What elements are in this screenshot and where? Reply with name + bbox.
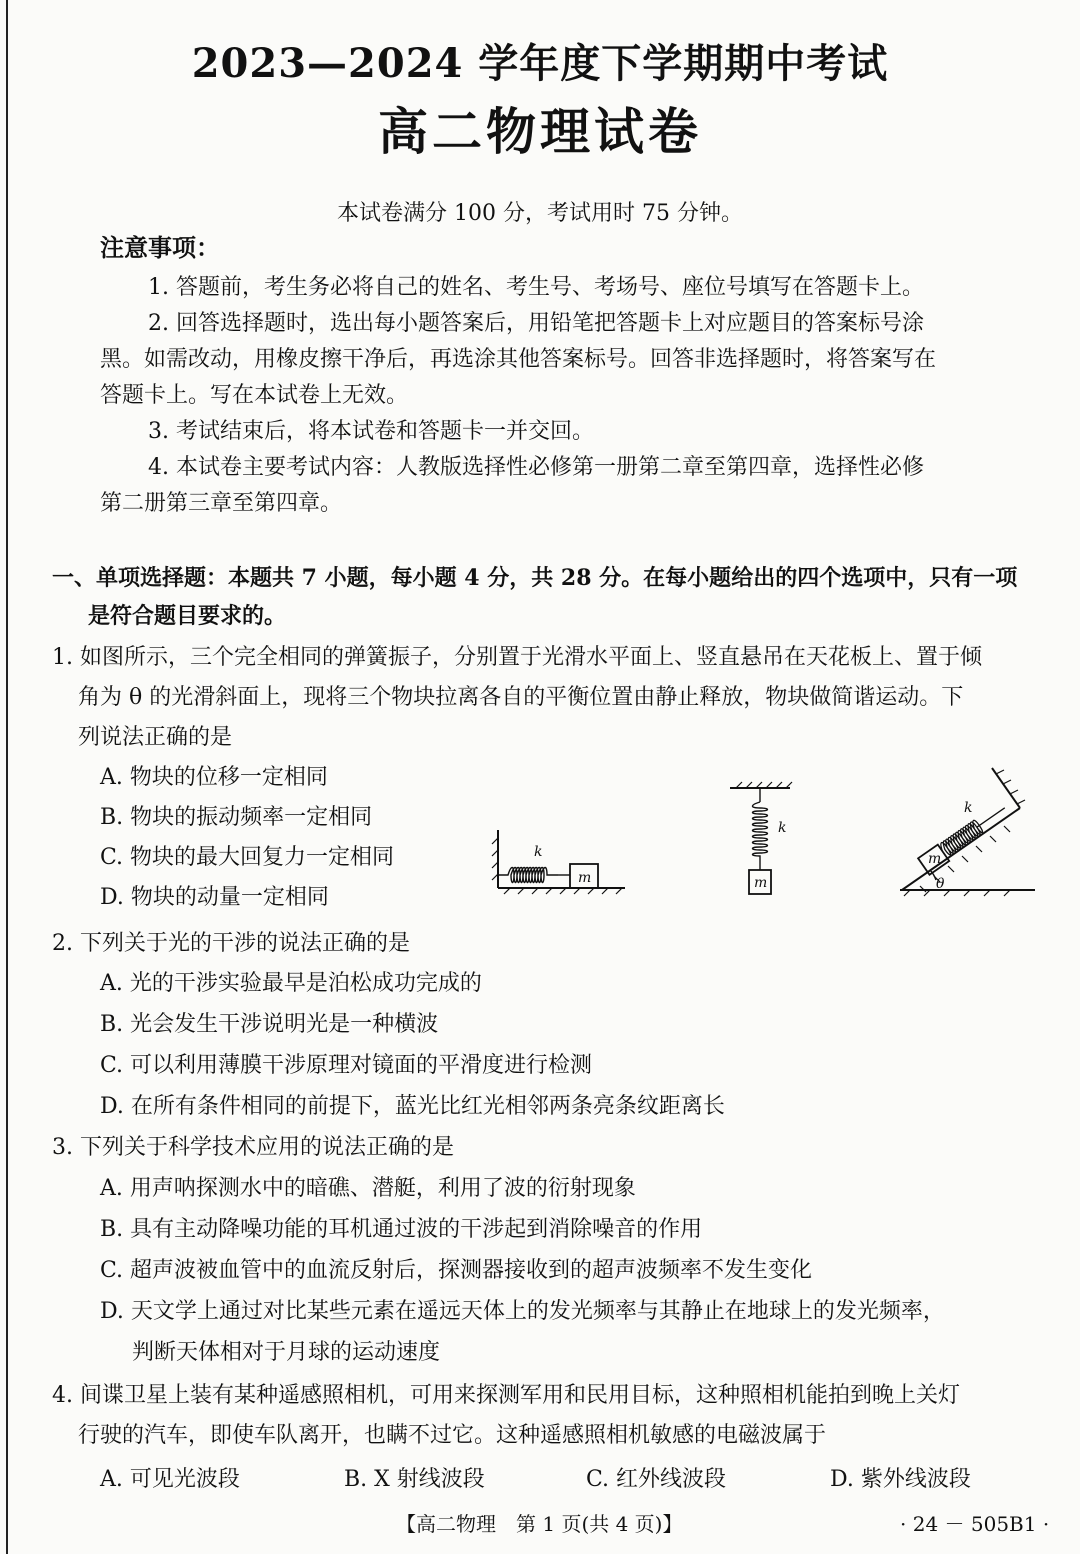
q4-option-d: D. 紫外线波段 [830,1467,971,1492]
footer-code: · 24 － 505B1 · [900,1512,1050,1536]
notice-line-3: 黑。如需改动，用橡皮擦干净后，再选涂其他答案标号。回答非选择题时，将答案写在 [100,347,937,372]
q4-option-a: A. 可见光波段 [100,1467,240,1492]
section1-heading: 一、单项选择题：本题共 7 小题，每小题 4 分，共 28 分。在每小题给出的四个选项中，只有一项 [52,565,1018,591]
incline-spring-diagram [900,768,1035,896]
horizontal-spring-k-label: k [534,844,543,860]
horizontal-block-m-label: m [578,870,592,886]
q3-option-c: C. 超声波被血管中的血流反射后，探测器接收到的超声波频率不发生变化 [100,1258,813,1283]
q2-option-b: B. 光会发生干涉说明光是一种横波 [100,1012,439,1037]
q1-option-d: D. 物块的动量一定相同 [100,885,329,910]
exam-title: 2023—2024 学年度下学期期中考试 [191,40,889,87]
notice-line-4: 答题卡上。写在本试卷上无效。 [100,383,409,408]
q3-stem: 3. 下列关于科学技术应用的说法正确的是 [52,1135,454,1160]
notice-line-2: 2. 回答选择题时，选出每小题答案后，用铅笔把答题卡上对应题目的答案标号涂 [148,311,924,336]
notice-line-1: 1. 答题前，考生务必将自己的姓名、考生号、考场号、座位号填写在答题卡上。 [148,275,924,300]
notice-heading: 注意事项： [100,233,220,262]
q2-option-d: D. 在所有条件相同的前提下，蓝光比红光相邻两条亮条纹距离长 [100,1094,725,1119]
incline-spring-k-label: k [964,800,973,816]
q1-stem-2: 角为 θ 的光滑斜面上，现将三个物块拉离各自的平衡位置由静止释放，物块做简谐运动。下 [78,685,964,710]
incline-theta-label: θ [936,876,945,892]
q3-option-d: D. 天文学上通过对比某些元素在遥远天体上的发光频率与其静止在地球上的发光频率， [100,1299,945,1324]
q4-option-c: C. 红外线波段 [586,1467,727,1492]
q3-option-a: A. 用声呐探测水中的暗礁、潜艇，利用了波的衍射现象 [100,1176,636,1201]
scan-edge [6,0,8,1554]
q1-option-c: C. 物块的最大回复力一定相同 [100,845,395,870]
q3-option-b: B. 具有主动降噪功能的耳机通过波的干涉起到消除噪音的作用 [100,1217,703,1242]
q4-stem-2: 行驶的汽车，即使车队离开，也瞒不过它。这种遥感照相机敏感的电磁波属于 [78,1423,827,1448]
incline-block-m-label: m [928,851,942,867]
subject-title: 高二物理试卷 [378,102,702,161]
q1-stem-1: 1. 如图所示，三个完全相同的弹簧振子，分别置于光滑水平面上、竖直悬吊在天花板上、置于倾 [52,645,982,670]
q2-option-c: C. 可以利用薄膜干涉原理对镜面的平滑度进行检测 [100,1053,593,1078]
q1-option-a: A. 物块的位移一定相同 [100,765,328,790]
q3-option-d-cont: 判断天体相对于月球的运动速度 [132,1340,441,1365]
section1-heading-cont: 是符合题目要求的。 [88,603,287,629]
q2-stem: 2. 下列关于光的干涉的说法正确的是 [52,931,410,956]
q1-stem-3: 列说法正确的是 [78,725,233,750]
q1-figure [490,760,1040,900]
q2-option-a: A. 光的干涉实验最早是泊松成功完成的 [100,971,482,996]
notice-line-5: 3. 考试结束后，将本试卷和答题卡一并交回。 [148,419,594,444]
notice-line-7: 第二册第三章至第四章。 [100,491,343,516]
exam-info: 本试卷满分 100 分，考试用时 75 分钟。 [337,201,743,226]
q4-stem-1: 4. 间谍卫星上装有某种遥感照相机，可用来探测军用和民用目标，这种照相机能拍到晚上关灯 [52,1383,960,1408]
q4-option-b: B. X 射线波段 [344,1467,485,1492]
horizontal-spring-diagram [492,830,625,894]
vertical-spring-k-label: k [778,820,787,836]
vertical-block-m-label: m [754,875,768,891]
q1-option-b: B. 物块的振动频率一定相同 [100,805,373,830]
footer-page-label: 【高二物理 第 1 页(共 4 页)】 [396,1512,683,1536]
notice-line-6: 4. 本试卷主要考试内容：人教版选择性必修第一册第二章至第四章，选择性必修 [148,455,924,480]
